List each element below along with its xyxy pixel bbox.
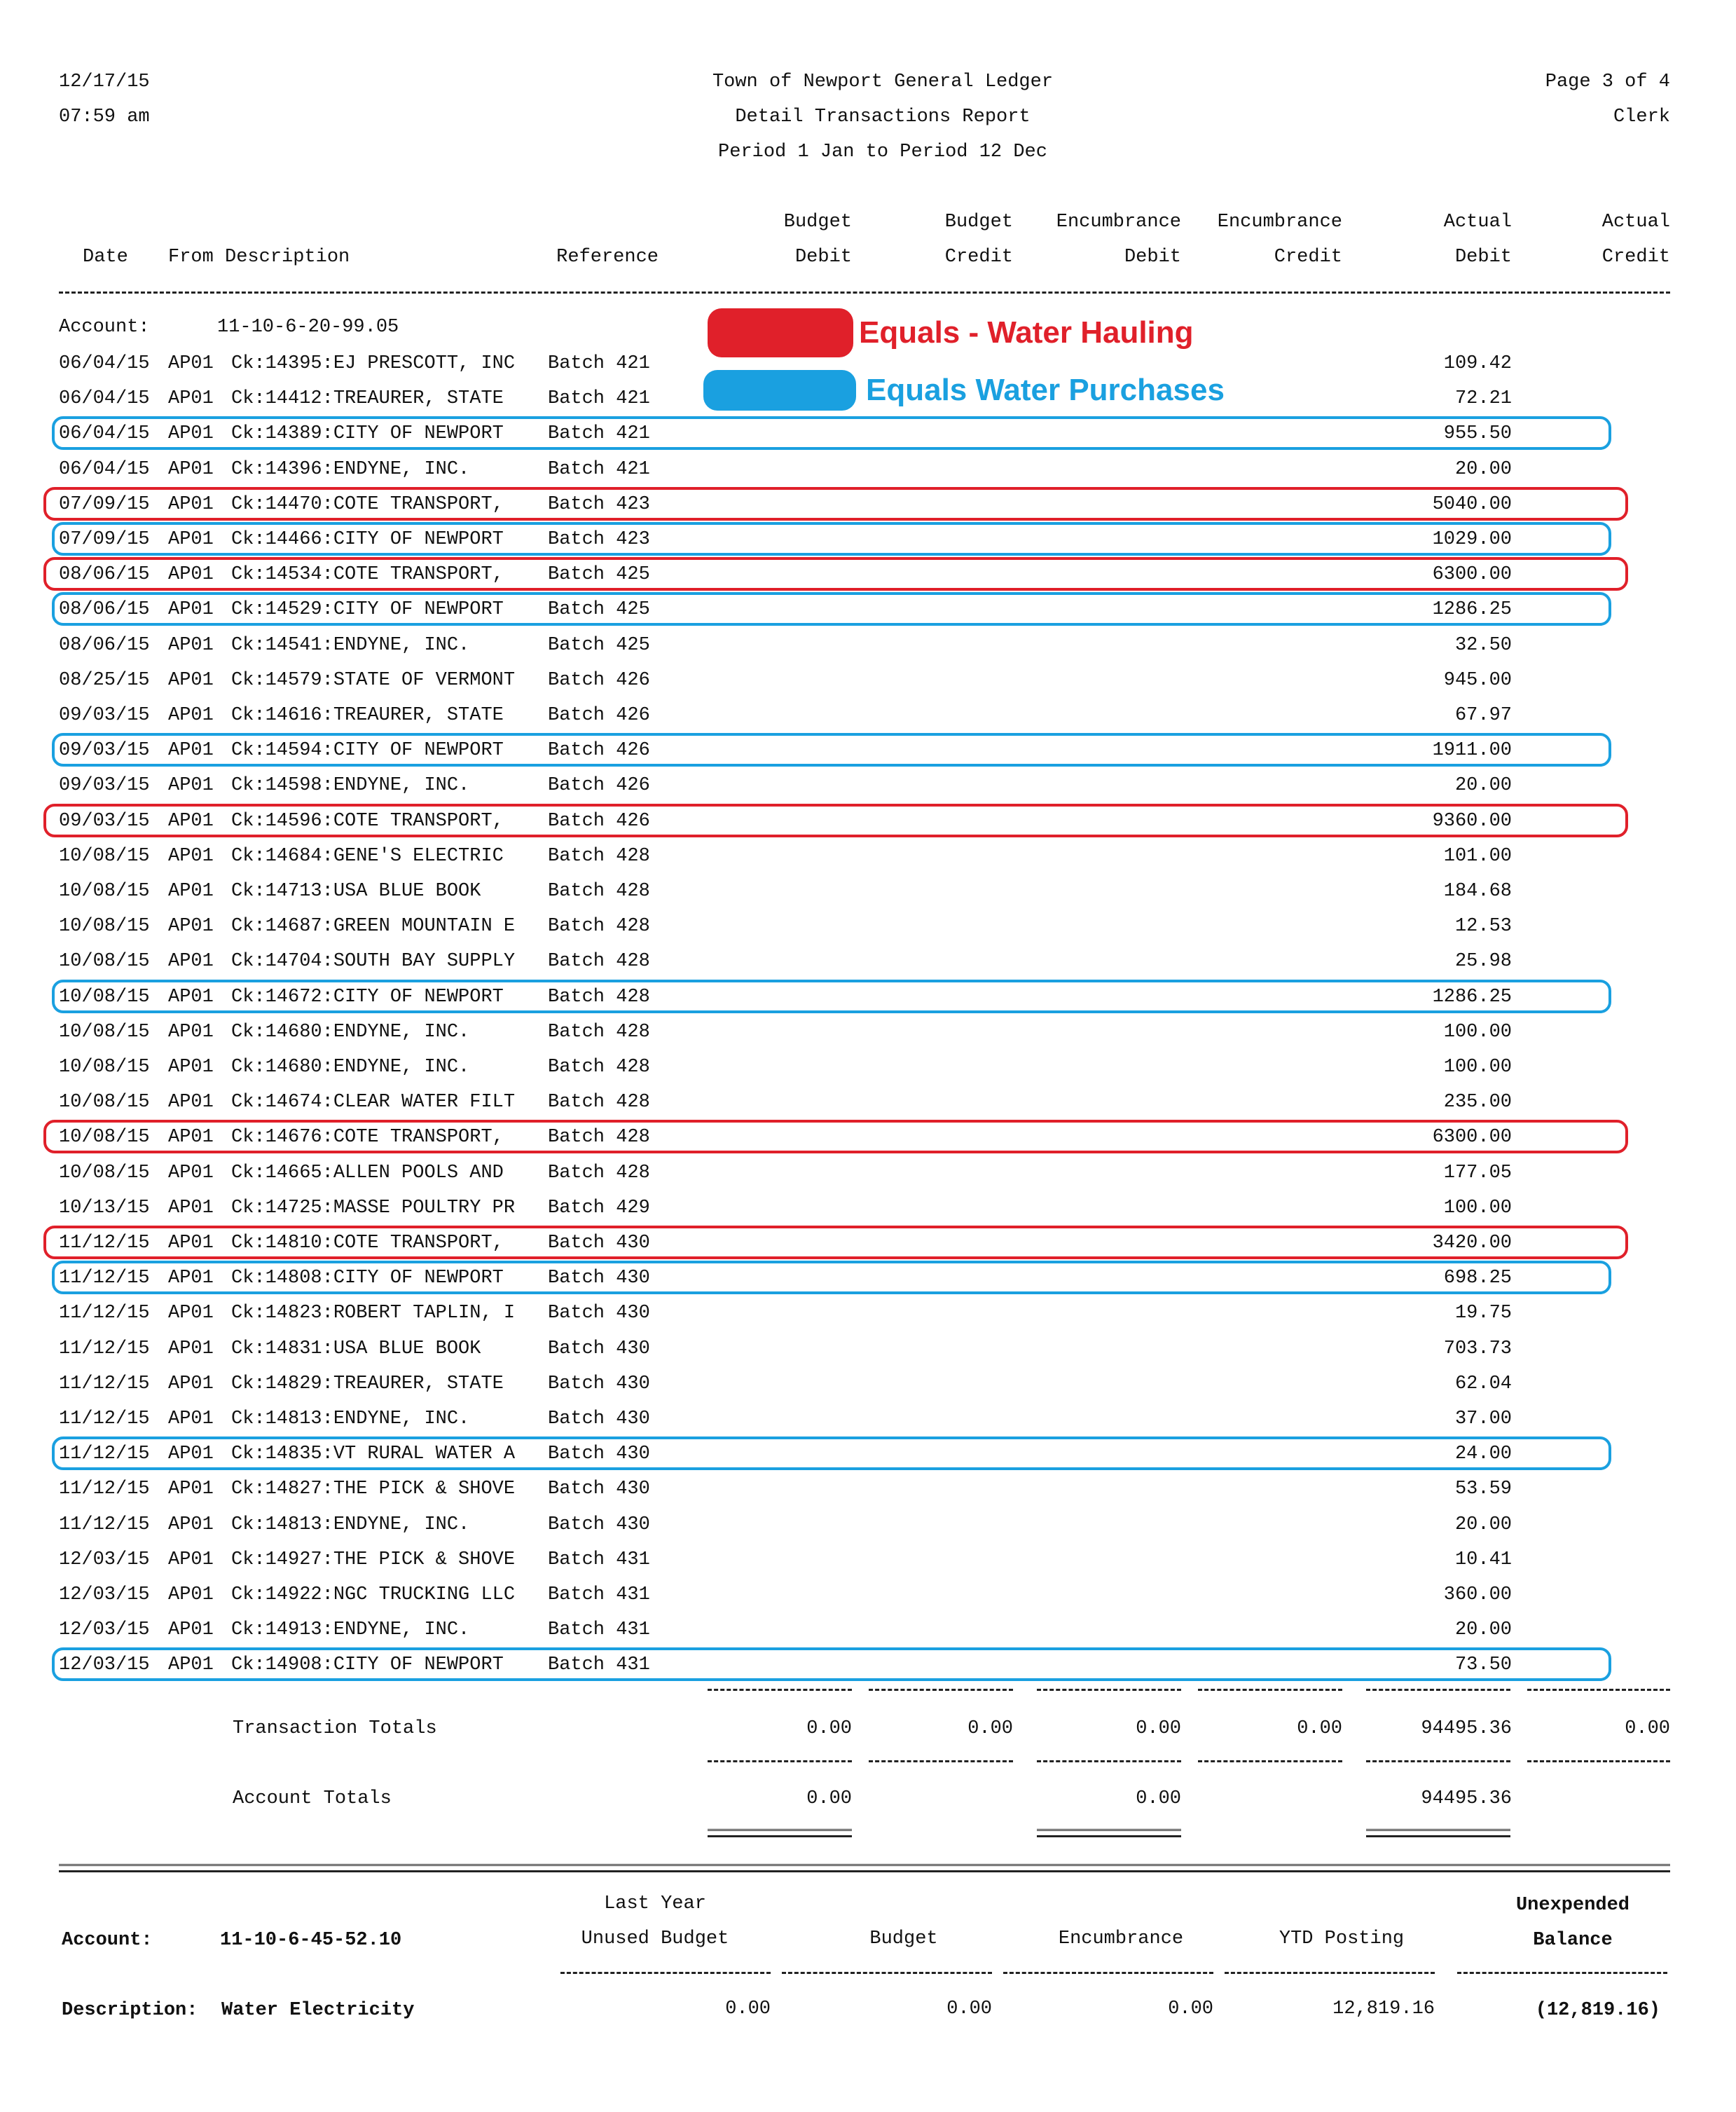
row-reference: Batch 430 <box>548 1233 650 1254</box>
row-date: 10/08/15 <box>59 1127 150 1148</box>
row-description: Ck:14676:COTE TRANSPORT, <box>231 1127 504 1148</box>
row-actual-debit: 101.00 <box>1443 846 1512 867</box>
row-reference: Batch 423 <box>548 494 650 515</box>
row-date: 06/04/15 <box>59 459 150 480</box>
row-description: Ck:14672:CITY OF NEWPORT <box>231 987 504 1008</box>
row-from: AP01 <box>168 459 214 480</box>
totals-divider <box>1366 1760 1510 1762</box>
row-from: AP01 <box>168 740 214 761</box>
row-date: 10/08/15 <box>59 1092 150 1113</box>
row-actual-debit: 12.53 <box>1454 916 1512 937</box>
totals-divider <box>1037 1689 1181 1691</box>
row-date: 08/06/15 <box>59 599 150 620</box>
row-from: AP01 <box>168 1619 214 1640</box>
row-description: Ck:14829:TREAURER, STATE <box>231 1373 504 1394</box>
col-enc-credit-1: Encumbrance <box>1217 212 1342 233</box>
row-description: Ck:14813:ENDYNE, INC. <box>231 1408 470 1429</box>
row-from: AP01 <box>168 1514 214 1535</box>
row-from: AP01 <box>168 388 214 409</box>
tt-actual-credit: 0.00 <box>1625 1718 1670 1739</box>
report-period: Period 1 Jan to Period 12 Dec <box>718 142 1047 163</box>
report-time: 07:59 am <box>59 107 150 128</box>
summary-divider <box>1457 1972 1667 1974</box>
row-reference: Batch 430 <box>548 1373 650 1394</box>
summary-budget: 0.00 <box>946 1998 992 2020</box>
row-description: Ck:14470:COTE TRANSPORT, <box>231 494 504 515</box>
page-number: Page 3 of 4 <box>1545 71 1670 92</box>
row-date: 10/08/15 <box>59 951 150 972</box>
water-purchase-highlight <box>52 1647 1611 1681</box>
report-user: Clerk <box>1613 107 1670 128</box>
row-reference: Batch 431 <box>548 1584 650 1605</box>
water-purchase-highlight <box>52 592 1611 626</box>
row-reference: Batch 428 <box>548 1092 650 1113</box>
row-reference: Batch 421 <box>548 459 650 480</box>
row-from: AP01 <box>168 775 214 796</box>
row-date: 10/08/15 <box>59 987 150 1008</box>
row-description: Ck:14687:GREEN MOUNTAIN E <box>231 916 516 937</box>
summary-col-encumbrance: Encumbrance <box>1058 1928 1184 1949</box>
tt-budget-debit: 0.00 <box>806 1718 852 1739</box>
row-date: 10/08/15 <box>59 846 150 867</box>
row-reference: Batch 428 <box>548 951 650 972</box>
row-actual-debit: 9360.00 <box>1432 811 1512 832</box>
totals-divider <box>1037 1760 1181 1762</box>
row-actual-debit: 360.00 <box>1443 1584 1512 1605</box>
col-budget-debit-2: Debit <box>794 247 852 268</box>
tt-enc-debit: 0.00 <box>1136 1718 1181 1739</box>
row-actual-debit: 945.00 <box>1443 670 1512 691</box>
row-from: AP01 <box>168 1338 214 1359</box>
water-purchase-highlight <box>52 1436 1611 1470</box>
row-description: Ck:14835:VT RURAL WATER A <box>231 1444 516 1465</box>
row-date: 08/06/15 <box>59 635 150 656</box>
row-date: 07/09/15 <box>59 529 150 550</box>
at-encumbrance: 0.00 <box>1136 1788 1181 1809</box>
col-enc-credit-2: Credit <box>1274 247 1342 268</box>
row-date: 11/12/15 <box>59 1338 150 1359</box>
row-date: 08/06/15 <box>59 564 150 585</box>
row-description: Ck:14594:CITY OF NEWPORT <box>231 740 504 761</box>
row-from: AP01 <box>168 1092 214 1113</box>
row-description: Ck:14725:MASSE POULTRY PR <box>231 1198 516 1219</box>
row-date: 11/12/15 <box>59 1233 150 1254</box>
totals-divider <box>1527 1689 1670 1691</box>
totals-divider <box>708 1689 852 1691</box>
row-actual-debit: 6300.00 <box>1432 564 1512 585</box>
row-actual-debit: 10.41 <box>1454 1549 1512 1570</box>
row-date: 12/03/15 <box>59 1619 150 1640</box>
row-actual-debit: 1911.00 <box>1432 740 1512 761</box>
water-purchase-highlight <box>52 416 1611 450</box>
row-reference: Batch 428 <box>548 1163 650 1184</box>
water-purchase-highlight <box>52 1261 1611 1294</box>
report-title: Town of Newport General Ledger <box>712 71 1054 92</box>
row-from: AP01 <box>168 1198 214 1219</box>
tt-enc-credit: 0.00 <box>1297 1718 1342 1739</box>
summary-last-year-unused: 0.00 <box>725 1998 771 2020</box>
col-enc-debit-1: Encumbrance <box>1056 212 1181 233</box>
report-date: 12/17/15 <box>59 71 150 92</box>
row-reference: Batch 426 <box>548 811 650 832</box>
row-date: 06/04/15 <box>59 423 150 444</box>
account-number: 11-10-6-20-99.05 <box>217 317 399 338</box>
row-actual-debit: 6300.00 <box>1432 1127 1512 1148</box>
row-reference: Batch 425 <box>548 564 650 585</box>
row-from: AP01 <box>168 353 214 374</box>
row-reference: Batch 431 <box>548 1549 650 1570</box>
row-reference: Batch 428 <box>548 846 650 867</box>
row-reference: Batch 421 <box>548 353 650 374</box>
row-actual-debit: 698.25 <box>1443 1268 1512 1289</box>
row-from: AP01 <box>168 635 214 656</box>
row-from: AP01 <box>168 1268 214 1289</box>
summary-col-last-year-1: Last Year <box>604 1893 706 1914</box>
account-label: Account: <box>59 317 150 338</box>
row-date: 11/12/15 <box>59 1479 150 1500</box>
row-description: Ck:14823:ROBERT TAPLIN, I <box>231 1303 516 1324</box>
col-enc-debit-2: Debit <box>1124 247 1181 268</box>
row-actual-debit: 177.05 <box>1443 1163 1512 1184</box>
row-description: Ck:14598:ENDYNE, INC. <box>231 775 470 796</box>
totals-divider <box>869 1760 1013 1762</box>
water-hauling-highlight <box>43 1226 1628 1259</box>
row-date: 12/03/15 <box>59 1584 150 1605</box>
row-reference: Batch 426 <box>548 775 650 796</box>
row-description: Ck:14579:STATE OF VERMONT <box>231 670 516 691</box>
col-date: Date <box>83 247 128 268</box>
summary-col-unexpended-2: Balance <box>1533 1930 1613 1951</box>
totals-divider <box>1527 1760 1670 1762</box>
row-date: 11/12/15 <box>59 1268 150 1289</box>
row-date: 12/03/15 <box>59 1654 150 1675</box>
water-purchase-highlight <box>52 733 1611 767</box>
row-actual-debit: 100.00 <box>1443 1198 1512 1219</box>
row-reference: Batch 430 <box>548 1444 650 1465</box>
col-actual-debit-2: Debit <box>1454 247 1512 268</box>
row-reference: Batch 426 <box>548 670 650 691</box>
row-date: 10/08/15 <box>59 1057 150 1078</box>
row-actual-debit: 32.50 <box>1454 635 1512 656</box>
row-from: AP01 <box>168 1479 214 1500</box>
legend-blue-label: Equals Water Purchases <box>866 373 1225 407</box>
row-actual-debit: 1286.25 <box>1432 599 1512 620</box>
row-description: Ck:14674:CLEAR WATER FILT <box>231 1092 516 1113</box>
row-from: AP01 <box>168 564 214 585</box>
legend-red-label: Equals - Water Hauling <box>859 315 1194 350</box>
row-date: 08/25/15 <box>59 670 150 691</box>
row-description: Ck:14665:ALLEN POOLS AND <box>231 1163 504 1184</box>
at-actual: 94495.36 <box>1421 1788 1512 1809</box>
row-from: AP01 <box>168 916 214 937</box>
row-from: AP01 <box>168 846 214 867</box>
row-reference: Batch 431 <box>548 1619 650 1640</box>
water-hauling-highlight <box>43 804 1628 837</box>
row-reference: Batch 428 <box>548 881 650 902</box>
row-from: AP01 <box>168 494 214 515</box>
row-description: Ck:14680:ENDYNE, INC. <box>231 1057 470 1078</box>
row-description: Ck:14541:ENDYNE, INC. <box>231 635 470 656</box>
row-from: AP01 <box>168 1408 214 1429</box>
summary-encumbrance: 0.00 <box>1168 1998 1213 2020</box>
row-actual-debit: 53.59 <box>1454 1479 1512 1500</box>
row-date: 11/12/15 <box>59 1444 150 1465</box>
row-description: Ck:14813:ENDYNE, INC. <box>231 1514 470 1535</box>
row-date: 06/04/15 <box>59 353 150 374</box>
transaction-totals-label: Transaction Totals <box>233 1718 437 1739</box>
double-underline <box>1366 1829 1510 1837</box>
row-actual-debit: 3420.00 <box>1432 1233 1512 1254</box>
summary-account-number: 11-10-6-45-52.10 <box>220 1930 402 1951</box>
at-budget: 0.00 <box>806 1788 852 1809</box>
row-date: 09/03/15 <box>59 740 150 761</box>
row-description: Ck:14831:USA BLUE BOOK <box>231 1338 481 1359</box>
tt-actual-debit: 94495.36 <box>1421 1718 1512 1739</box>
row-description: Ck:14616:TREAURER, STATE <box>231 705 504 726</box>
row-reference: Batch 425 <box>548 635 650 656</box>
row-from: AP01 <box>168 1444 214 1465</box>
row-from: AP01 <box>168 811 214 832</box>
row-from: AP01 <box>168 423 214 444</box>
row-from: AP01 <box>168 1022 214 1043</box>
row-description: Ck:14534:COTE TRANSPORT, <box>231 564 504 585</box>
row-from: AP01 <box>168 1127 214 1148</box>
row-from: AP01 <box>168 599 214 620</box>
row-description: Ck:14680:ENDYNE, INC. <box>231 1022 470 1043</box>
row-from: AP01 <box>168 705 214 726</box>
row-from: AP01 <box>168 670 214 691</box>
water-hauling-highlight <box>43 487 1628 521</box>
row-from: AP01 <box>168 951 214 972</box>
double-underline <box>708 1829 852 1837</box>
legend-red-swatch <box>708 308 853 357</box>
row-actual-debit: 1029.00 <box>1432 529 1512 550</box>
row-date: 09/03/15 <box>59 775 150 796</box>
row-date: 10/08/15 <box>59 1163 150 1184</box>
row-from: AP01 <box>168 1654 214 1675</box>
summary-divider <box>782 1972 992 1974</box>
row-date: 10/08/15 <box>59 881 150 902</box>
row-description: Ck:14466:CITY OF NEWPORT <box>231 529 504 550</box>
col-from-description: From Description <box>168 247 350 268</box>
row-reference: Batch 426 <box>548 705 650 726</box>
row-reference: Batch 425 <box>548 599 650 620</box>
row-from: AP01 <box>168 1584 214 1605</box>
row-actual-debit: 100.00 <box>1443 1022 1512 1043</box>
row-description: Ck:14713:USA BLUE BOOK <box>231 881 481 902</box>
summary-col-unexpended-1: Unexpended <box>1515 1895 1630 1916</box>
row-description: Ck:14922:NGC TRUCKING LLC <box>231 1584 516 1605</box>
water-hauling-highlight <box>43 557 1628 591</box>
totals-divider <box>708 1760 852 1762</box>
col-actual-credit-1: Actual <box>1601 212 1670 233</box>
row-from: AP01 <box>168 1233 214 1254</box>
summary-account-label: Account: <box>62 1930 153 1951</box>
row-from: AP01 <box>168 1163 214 1184</box>
row-actual-debit: 703.73 <box>1443 1338 1512 1359</box>
row-reference: Batch 430 <box>548 1514 650 1535</box>
row-reference: Batch 430 <box>548 1479 650 1500</box>
row-date: 11/12/15 <box>59 1373 150 1394</box>
row-description: Ck:14389:CITY OF NEWPORT <box>231 423 504 444</box>
col-budget-credit-1: Budget <box>944 212 1013 233</box>
col-actual-credit-2: Credit <box>1601 247 1670 268</box>
row-reference: Batch 428 <box>548 916 650 937</box>
row-date: 10/08/15 <box>59 1022 150 1043</box>
col-budget-debit-1: Budget <box>783 212 852 233</box>
row-actual-debit: 73.50 <box>1454 1654 1512 1675</box>
row-reference: Batch 428 <box>548 1127 650 1148</box>
row-actual-debit: 37.00 <box>1454 1408 1512 1429</box>
row-actual-debit: 100.00 <box>1443 1057 1512 1078</box>
water-hauling-highlight <box>43 1120 1628 1153</box>
row-date: 11/12/15 <box>59 1408 150 1429</box>
row-actual-debit: 235.00 <box>1443 1092 1512 1113</box>
water-purchase-highlight <box>52 980 1611 1013</box>
totals-divider <box>1198 1760 1342 1762</box>
row-from: AP01 <box>168 1373 214 1394</box>
row-actual-debit: 5040.00 <box>1432 494 1512 515</box>
report-subtitle: Detail Transactions Report <box>735 107 1031 128</box>
row-description: Ck:14927:THE PICK & SHOVE <box>231 1549 516 1570</box>
row-date: 07/09/15 <box>59 494 150 515</box>
row-date: 11/12/15 <box>59 1514 150 1535</box>
row-actual-debit: 184.68 <box>1443 881 1512 902</box>
summary-divider <box>560 1972 771 1974</box>
row-from: AP01 <box>168 881 214 902</box>
double-underline <box>1037 1829 1181 1837</box>
row-actual-debit: 20.00 <box>1454 1619 1512 1640</box>
row-from: AP01 <box>168 1549 214 1570</box>
row-date: 06/04/15 <box>59 388 150 409</box>
row-description: Ck:14908:CITY OF NEWPORT <box>231 1654 504 1675</box>
totals-divider <box>1198 1689 1342 1691</box>
row-description: Ck:14827:THE PICK & SHOVE <box>231 1479 516 1500</box>
row-reference: Batch 430 <box>548 1303 650 1324</box>
row-reference: Batch 428 <box>548 1022 650 1043</box>
col-actual-debit-1: Actual <box>1443 212 1512 233</box>
row-from: AP01 <box>168 1057 214 1078</box>
summary-divider <box>1225 1972 1435 1974</box>
row-description: Ck:14412:TREAURER, STATE <box>231 388 504 409</box>
row-from: AP01 <box>168 1303 214 1324</box>
row-description: Ck:14913:ENDYNE, INC. <box>231 1619 470 1640</box>
summary-description-value: Water Electricity <box>221 2000 415 2021</box>
row-actual-debit: 109.42 <box>1443 353 1512 374</box>
row-reference: Batch 428 <box>548 987 650 1008</box>
summary-balance: (12,819.16) <box>1535 2000 1660 2021</box>
legend-blue-swatch <box>703 370 856 411</box>
row-date: 12/03/15 <box>59 1549 150 1570</box>
row-actual-debit: 20.00 <box>1454 775 1512 796</box>
summary-col-ytd: YTD Posting <box>1279 1928 1405 1949</box>
summary-ytd: 12,819.16 <box>1332 1998 1435 2020</box>
row-actual-debit: 20.00 <box>1454 1514 1512 1535</box>
totals-divider <box>1366 1689 1510 1691</box>
row-reference: Batch 426 <box>548 740 650 761</box>
row-reference: Batch 430 <box>548 1408 650 1429</box>
row-description: Ck:14808:CITY OF NEWPORT <box>231 1268 504 1289</box>
row-reference: Batch 428 <box>548 1057 650 1078</box>
row-reference: Batch 429 <box>548 1198 650 1219</box>
summary-description-label: Description: <box>62 2000 198 2021</box>
row-reference: Batch 421 <box>548 423 650 444</box>
row-actual-debit: 67.97 <box>1454 705 1512 726</box>
row-actual-debit: 955.50 <box>1443 423 1512 444</box>
col-reference: Reference <box>556 247 659 268</box>
row-actual-debit: 1286.25 <box>1432 987 1512 1008</box>
row-description: Ck:14529:CITY OF NEWPORT <box>231 599 504 620</box>
row-actual-debit: 62.04 <box>1454 1373 1512 1394</box>
row-actual-debit: 24.00 <box>1454 1444 1512 1465</box>
water-purchase-highlight <box>52 522 1611 556</box>
totals-divider <box>869 1689 1013 1691</box>
row-reference: Batch 431 <box>548 1654 650 1675</box>
row-actual-debit: 25.98 <box>1454 951 1512 972</box>
row-description: Ck:14395:EJ PRESCOTT, INC <box>231 353 516 374</box>
section-divider <box>59 1864 1670 1872</box>
row-reference: Batch 430 <box>548 1268 650 1289</box>
summary-col-last-year-2: Unused Budget <box>581 1928 729 1949</box>
row-date: 11/12/15 <box>59 1303 150 1324</box>
row-actual-debit: 72.21 <box>1454 388 1512 409</box>
row-date: 09/03/15 <box>59 705 150 726</box>
row-reference: Batch 430 <box>548 1338 650 1359</box>
account-totals-label: Account Totals <box>233 1788 392 1809</box>
row-date: 10/08/15 <box>59 916 150 937</box>
row-from: AP01 <box>168 987 214 1008</box>
row-description: Ck:14810:COTE TRANSPORT, <box>231 1233 504 1254</box>
row-description: Ck:14684:GENE'S ELECTRIC <box>231 846 504 867</box>
header-divider <box>59 292 1670 294</box>
row-actual-debit: 20.00 <box>1454 459 1512 480</box>
row-description: Ck:14596:COTE TRANSPORT, <box>231 811 504 832</box>
row-reference: Batch 423 <box>548 529 650 550</box>
row-description: Ck:14396:ENDYNE, INC. <box>231 459 470 480</box>
row-description: Ck:14704:SOUTH BAY SUPPLY <box>231 951 516 972</box>
col-budget-credit-2: Credit <box>944 247 1013 268</box>
row-reference: Batch 421 <box>548 388 650 409</box>
row-from: AP01 <box>168 529 214 550</box>
tt-budget-credit: 0.00 <box>967 1718 1013 1739</box>
row-date: 09/03/15 <box>59 811 150 832</box>
summary-col-budget: Budget <box>869 1928 938 1949</box>
row-actual-debit: 19.75 <box>1454 1303 1512 1324</box>
summary-divider <box>1003 1972 1213 1974</box>
row-date: 10/13/15 <box>59 1198 150 1219</box>
